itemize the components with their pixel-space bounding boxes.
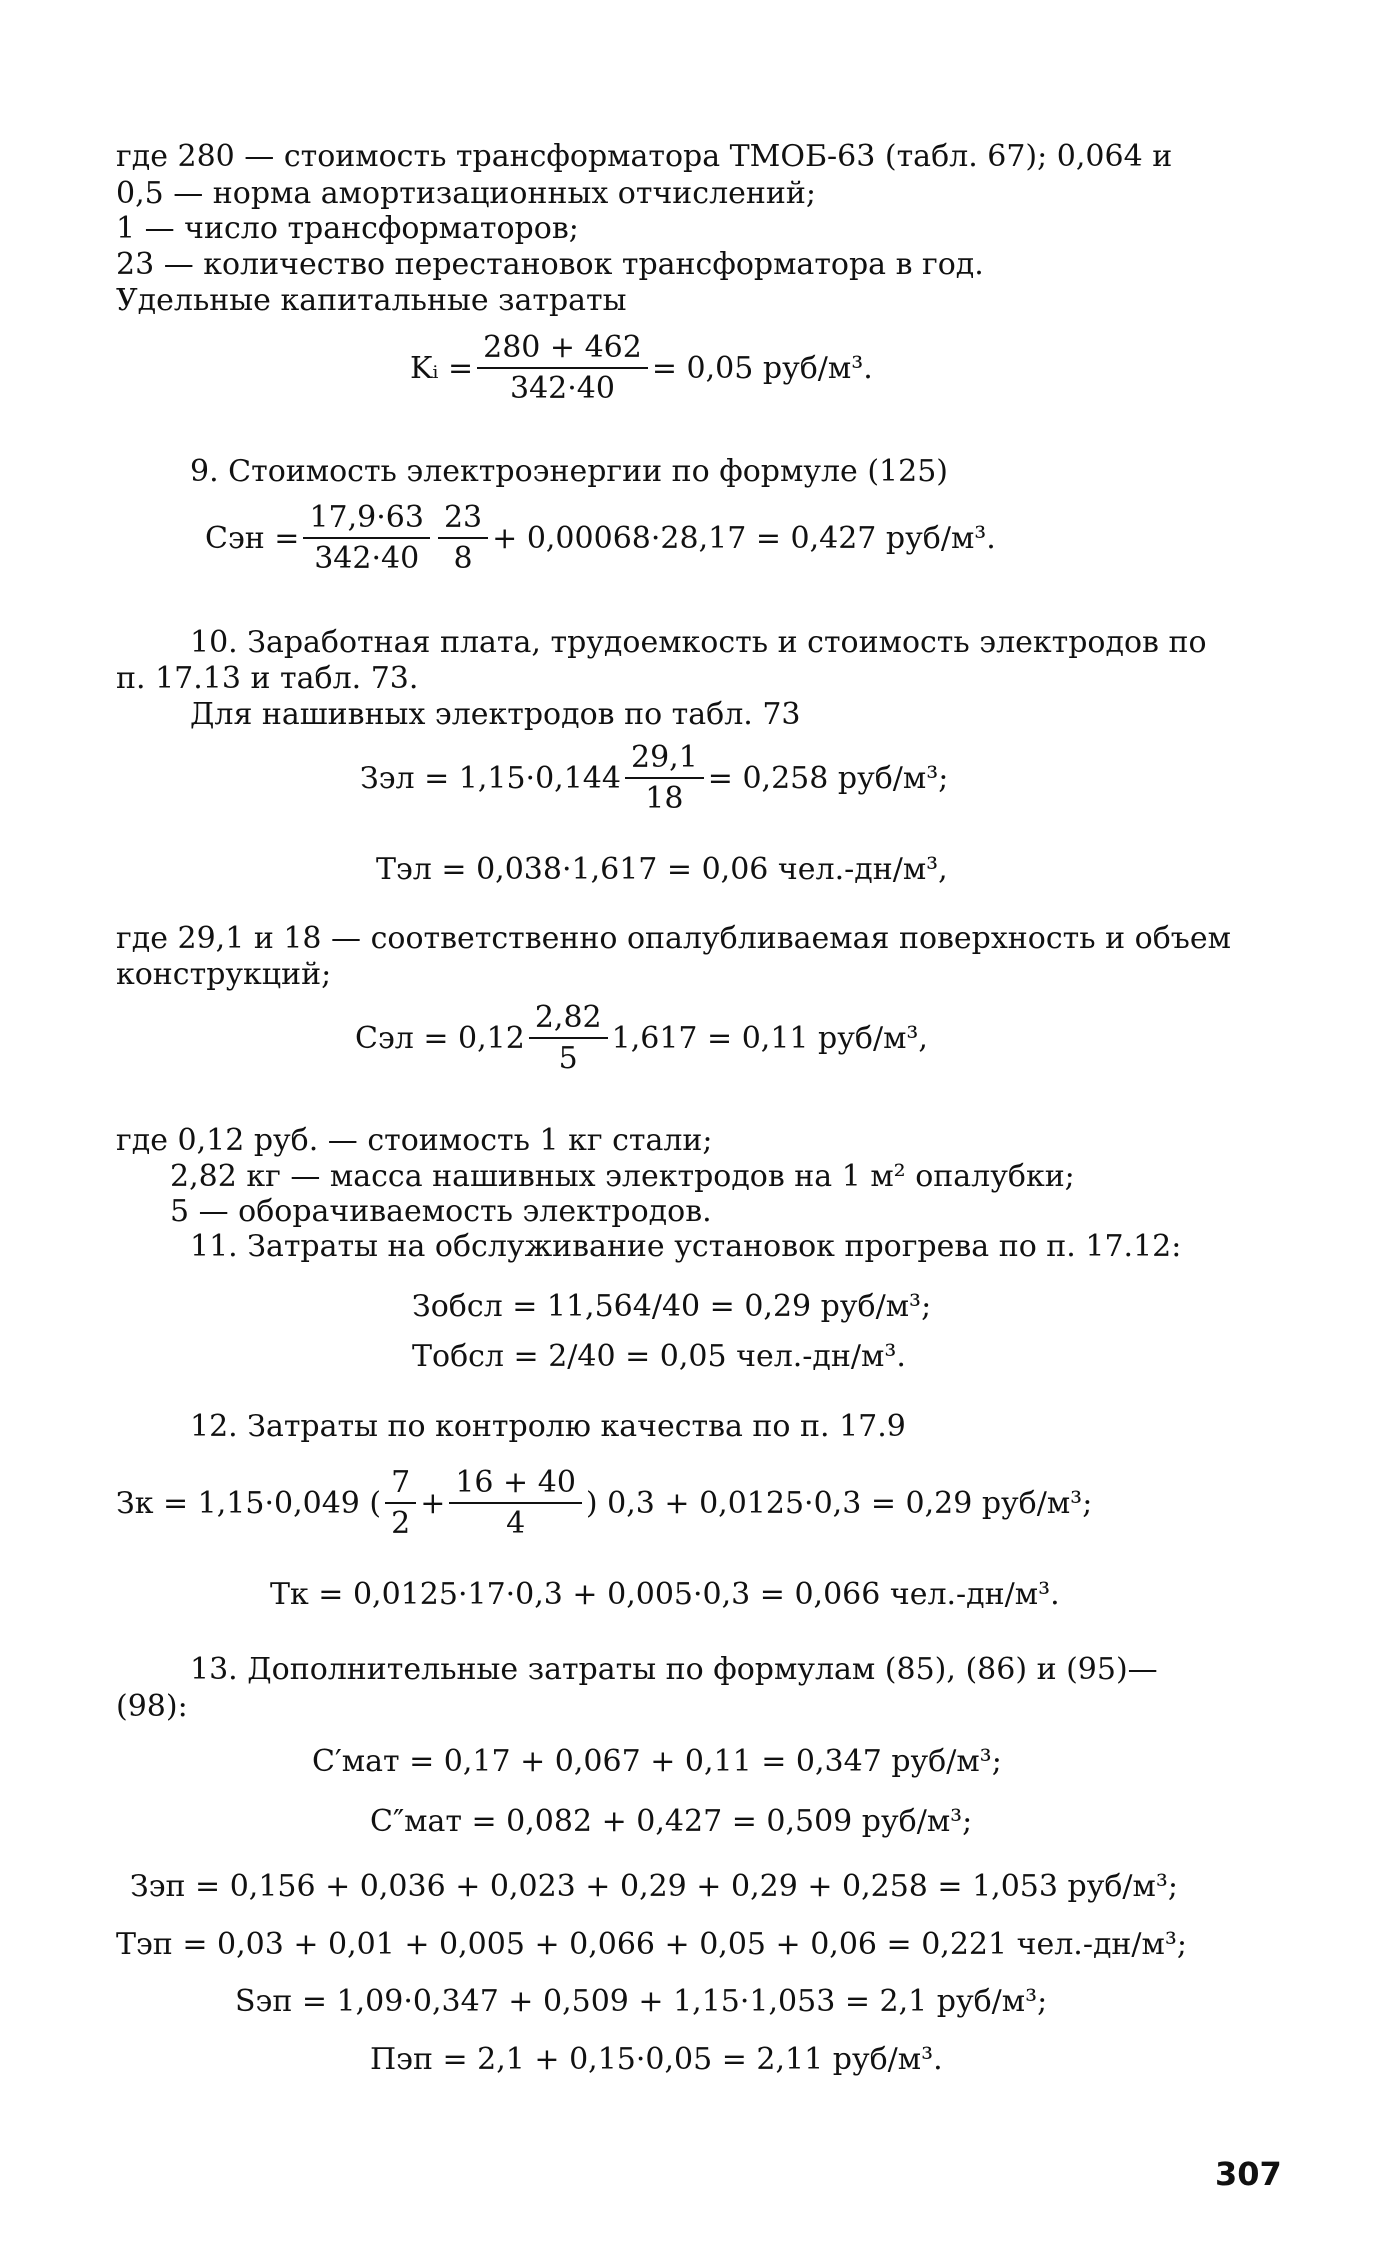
denominator: 342·40	[314, 541, 420, 576]
equation-service-labor: Tобсл = 2/40 = 0,05 чел.-дн/м³.	[412, 1339, 906, 1374]
page-number: 307	[1215, 2155, 1282, 2193]
numerator: 7	[385, 1465, 416, 1504]
equation-extra-labor: Tэп = 0,03 + 0,01 + 0,005 + 0,066 + 0,05 + 0,06 = 0,221 чел.-дн/м³;	[116, 1927, 1188, 1962]
text-line: 2,82 кг — масса нашивных электродов на 1 м² опалубки;	[170, 1159, 1075, 1194]
eq-rhs: = 0,258 руб/м³;	[707, 760, 949, 796]
text-line: конструкций;	[116, 957, 332, 992]
text-line: Удельные капитальные затраты	[116, 283, 627, 318]
eq-rhs: 1,617 = 0,11 руб/м³,	[611, 1020, 928, 1056]
eq-lhs: Cэн =	[205, 520, 300, 556]
eq-lhs: Kᵢ =	[410, 350, 474, 386]
section-heading-11: 11. Затраты на обслуживание установок прогрева по п. 17.12:	[190, 1229, 1182, 1264]
section-heading-13: 13. Дополнительные затраты по формулам (85), (86) и (95)—	[190, 1652, 1158, 1687]
text-line: где 29,1 и 18 — соответственно опалубливаемая поверхность и объем	[116, 921, 1231, 956]
text-line: 5 — оборачиваемость электродов.	[170, 1194, 712, 1229]
text-line: Для нашивных электродов по табл. 73	[190, 697, 801, 732]
numerator: 280 + 462	[477, 330, 648, 369]
numerator: 29,1	[625, 740, 704, 779]
plus-sign: +	[420, 1485, 446, 1521]
section-heading-12: 12. Затраты по контролю качества по п. 17.9	[190, 1409, 906, 1444]
denominator: 8	[453, 541, 473, 576]
equation-quality-cost	[116, 1465, 1092, 1541]
numerator: 17,9·63	[303, 500, 430, 539]
text-line: где 280 — стоимость трансформатора ТМОБ-63 (табл. 67); 0,064 и	[116, 139, 1173, 174]
fraction	[477, 330, 648, 406]
equation-quality-labor: Tк = 0,0125·17·0,3 + 0,005·0,3 = 0,066 чел.-дн/м³.	[270, 1577, 1060, 1612]
text-line: где 0,12 руб. — стоимость 1 кг стали;	[116, 1123, 713, 1158]
eq-lhs: Зк = 1,15·0,049 (	[116, 1485, 382, 1521]
text-line: 23 — количество перестановок трансформатора в год.	[116, 247, 984, 282]
fraction	[625, 740, 704, 816]
equation-wage-electrodes	[360, 740, 948, 816]
denominator: 18	[645, 781, 684, 816]
equation-capital-cost	[410, 330, 873, 406]
equation-material-1: C′мат = 0,17 + 0,067 + 0,11 = 0,347 руб/м³;	[312, 1744, 1002, 1779]
eq-rhs: ) 0,3 + 0,0125·0,3 = 0,29 руб/м³;	[585, 1485, 1093, 1521]
denominator: 2	[391, 1506, 411, 1541]
fraction	[529, 1000, 608, 1076]
fraction	[303, 500, 430, 576]
fraction	[449, 1465, 582, 1541]
fraction	[385, 1465, 416, 1541]
equation-extra-cost: Sэп = 1,09·0,347 + 0,509 + 1,15·1,053 = 2,1 руб/м³;	[235, 1984, 1048, 2019]
numerator: 23	[438, 500, 488, 539]
equation-extra-price: Пэп = 2,1 + 0,15·0,05 = 2,11 руб/м³.	[370, 2042, 943, 2077]
text-line: 0,5 — норма амортизационных отчислений;	[116, 176, 816, 211]
numerator: 16 + 40	[449, 1465, 582, 1504]
equation-extra-wage: Зэп = 0,156 + 0,036 + 0,023 + 0,29 + 0,29 + 0,258 = 1,053 руб/м³;	[130, 1869, 1178, 1904]
denominator: 5	[558, 1041, 578, 1076]
denominator: 4	[506, 1506, 526, 1541]
text-line: 1 — число трансформаторов;	[116, 211, 579, 246]
equation-material-2: C″мат = 0,082 + 0,427 = 0,509 руб/м³;	[370, 1804, 973, 1839]
eq-rhs: + 0,00068·28,17 = 0,427 руб/м³.	[492, 520, 996, 556]
eq-lhs: Cэл = 0,12	[355, 1020, 525, 1056]
equation-electricity	[205, 500, 996, 576]
text-line: (98):	[116, 1689, 188, 1724]
denominator: 342·40	[510, 371, 615, 406]
eq-lhs: Зэл = 1,15·0,144	[360, 760, 621, 796]
fraction	[438, 500, 488, 576]
text-line: п. 17.13 и табл. 73.	[116, 661, 419, 696]
equation-labor-electrodes: Tэл = 0,038·1,617 = 0,06 чел.-дн/м³,	[376, 852, 948, 887]
numerator: 2,82	[529, 1000, 608, 1039]
section-heading-10: 10. Заработная плата, трудоемкость и стоимость электродов по	[190, 625, 1207, 660]
eq-rhs: = 0,05 руб/м³.	[651, 350, 873, 386]
section-heading-9: 9. Стоимость электроэнергии по формуле (125)	[190, 454, 948, 489]
equation-electrode-cost	[355, 1000, 928, 1076]
equation-service-cost: Зобсл = 11,564/40 = 0,29 руб/м³;	[412, 1289, 932, 1324]
